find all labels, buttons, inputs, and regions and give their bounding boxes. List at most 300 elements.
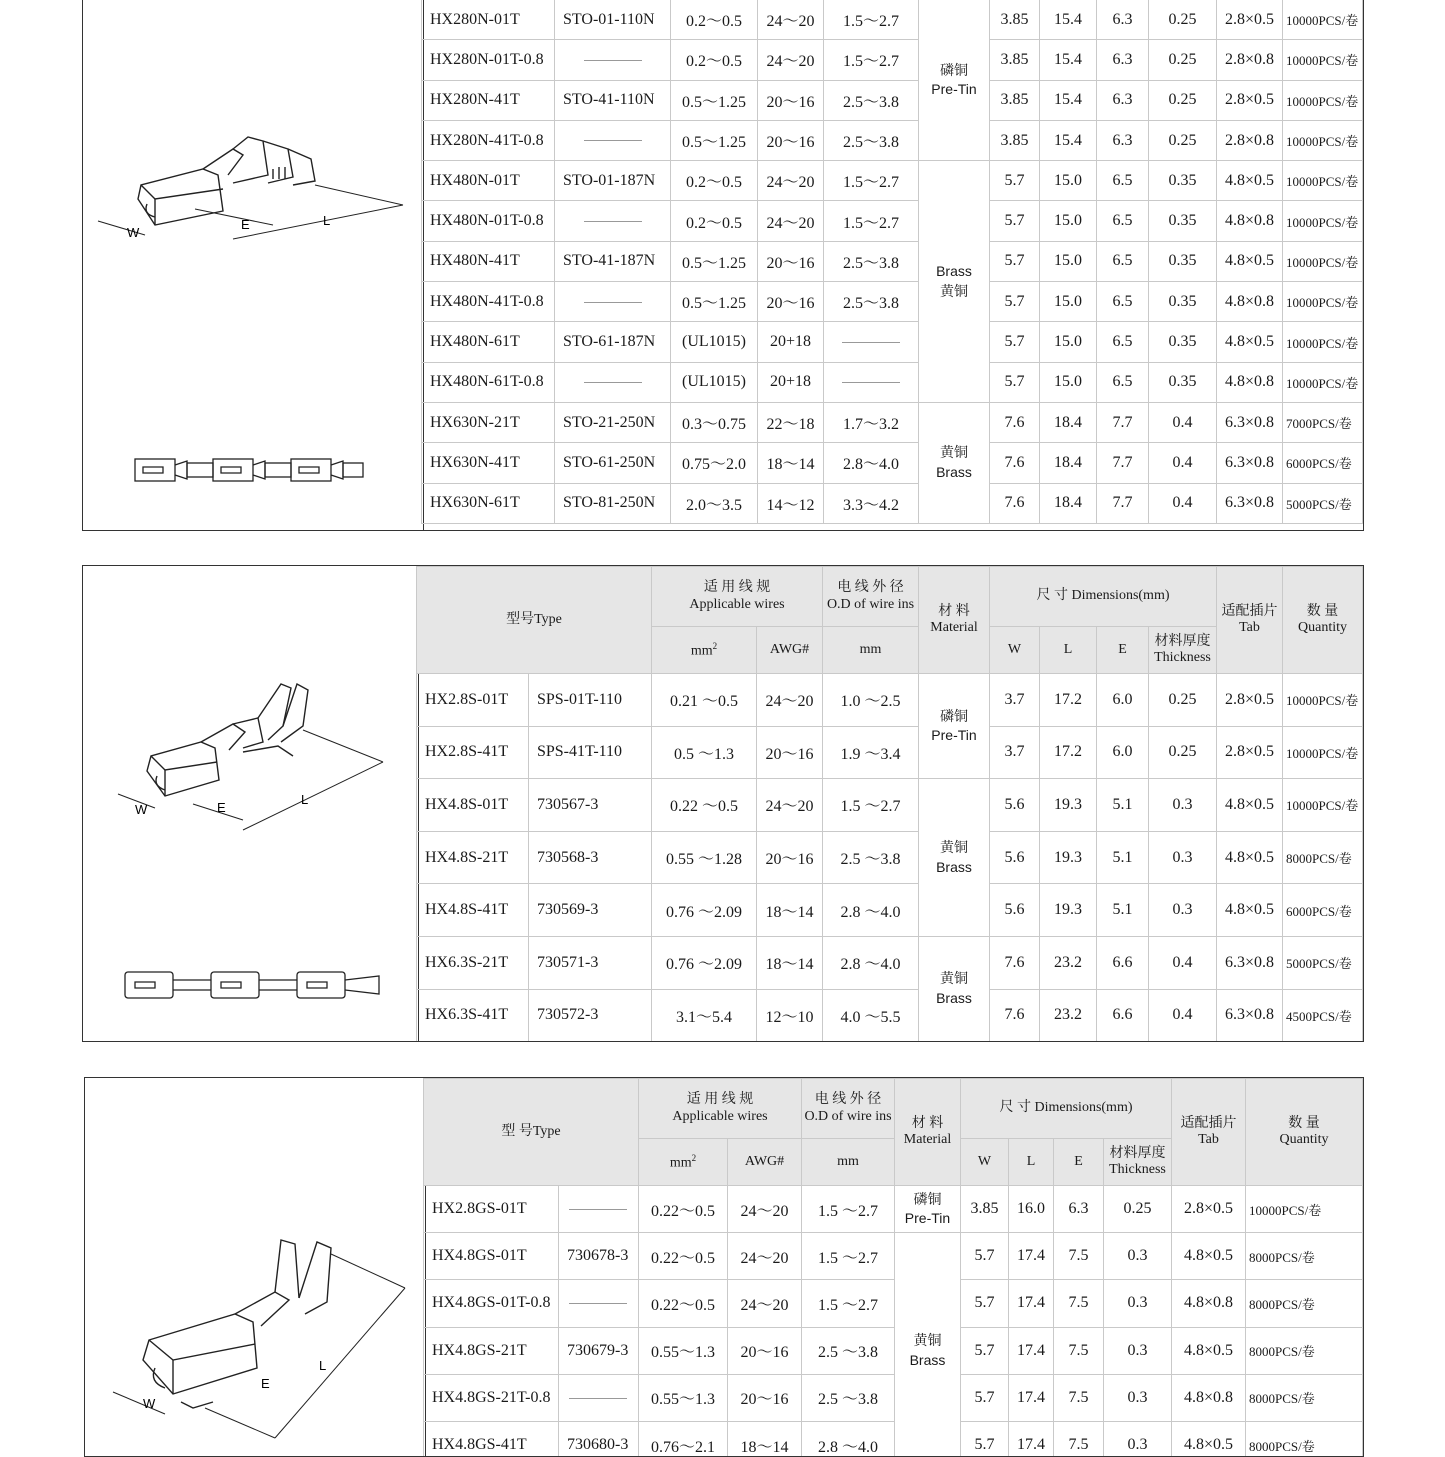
cell-mm2: (UL1015) [671, 362, 758, 402]
header-quantity-cn: 数 量 [1288, 1115, 1320, 1131]
cell-tab: 2.8×0.5 [1217, 80, 1283, 120]
table-row [423, 1186, 1362, 1233]
cell-mm2: 0.2～0.5 [671, 40, 758, 80]
cell-e: 6.5 [1097, 282, 1149, 322]
cell-l: 17.2 [1040, 674, 1097, 727]
cell-model: HX4.8GS-21T-0.8 [423, 1374, 558, 1421]
cell-model: HX630N-61T [422, 483, 555, 523]
header-material-en: Material [903, 1132, 952, 1147]
cell-mm2: 0.5～1.25 [671, 282, 758, 322]
cell-qty: 10000PCS/卷 [1246, 1186, 1363, 1233]
cell-qty: 6000PCS/卷 [1283, 443, 1363, 483]
cell-l: 16.0 [1009, 1186, 1054, 1233]
header-od [823, 567, 919, 627]
cell-mm2: 0.5～1.25 [671, 120, 758, 160]
cell-model: HX4.8GS-01T [423, 1233, 558, 1280]
cell-material [919, 161, 990, 403]
header-mm2: $mm^2$ [639, 1139, 728, 1186]
cell-w: 7.6 [990, 443, 1040, 483]
cell-w: 5.7 [961, 1280, 1009, 1327]
cell-model: HX4.8S-41T [416, 884, 528, 937]
cell-t: 0.25 [1149, 674, 1217, 727]
cell-awg: 20+18 [758, 362, 824, 402]
cell-t: 0.35 [1149, 282, 1217, 322]
cell-alt [558, 1374, 638, 1421]
table-row [416, 831, 1362, 884]
cell-t: 0.35 [1149, 362, 1217, 402]
cell-e: 7.5 [1054, 1374, 1104, 1421]
cell-alt: 730568-3 [528, 831, 651, 884]
cell-w: 5.6 [990, 831, 1040, 884]
material-en: Pre-Tin [931, 727, 977, 744]
cell-l: 18.4 [1040, 443, 1097, 483]
empty-dash [584, 382, 642, 383]
cell-e: 6.5 [1097, 362, 1149, 402]
figure-cell-3 [85, 1078, 426, 1456]
cell-qty: 4500PCS/卷 [1283, 989, 1363, 1042]
cell-w: 3.85 [961, 1186, 1009, 1233]
header-thickness-en: Thickness [1109, 1162, 1166, 1177]
dim-label-w: W [135, 802, 148, 817]
table-row [422, 322, 1363, 362]
cell-awg: 20～16 [757, 831, 823, 884]
terminal-drawing-1 [83, 0, 424, 531]
header-od-cn: 电 线 外 径 [814, 1092, 882, 1108]
cell-l: 17.4 [1009, 1280, 1054, 1327]
cell-t: 0.25 [1149, 80, 1217, 120]
cell-e: 7.5 [1054, 1421, 1104, 1457]
cell-qty: 10000PCS/卷 [1283, 362, 1363, 402]
cell-l: 17.4 [1009, 1421, 1054, 1457]
header-tab-cn: 适配插片 [1180, 1115, 1237, 1131]
cell-qty: 10000PCS/卷 [1283, 80, 1363, 120]
cell-mm2: 0.76～2.1 [639, 1421, 728, 1457]
header-tab [1172, 1079, 1246, 1186]
cell-l: 15.4 [1040, 0, 1097, 40]
cell-l: 17.4 [1009, 1327, 1054, 1374]
cell-od: 2.5 ～3.8 [823, 831, 919, 884]
cell-awg: 24～20 [757, 779, 823, 832]
cell-alt: 730680-3 [558, 1421, 638, 1457]
cell-model: HX280N-01T [422, 0, 555, 40]
cell-tab: 2.8×0.5 [1217, 0, 1283, 40]
cell-e: 6.3 [1097, 40, 1149, 80]
cell-alt [558, 1186, 638, 1233]
cell-model: HX280N-41T-0.8 [422, 120, 555, 160]
cell-model: HX2.8S-41T [416, 726, 528, 779]
cell-model: HX480N-01T [422, 161, 555, 201]
header-dimensions: 尺 寸 Dimensions(mm) [961, 1079, 1172, 1139]
material-cn: 黄铜 [940, 282, 968, 299]
cell-od: 4.0 ～5.5 [823, 989, 919, 1042]
cell-od: 1.5～2.7 [824, 40, 919, 80]
empty-dash [584, 60, 642, 61]
cell-t: 0.4 [1149, 483, 1217, 523]
header-quantity-cn: 数 量 [1306, 603, 1339, 619]
table-row [422, 483, 1363, 523]
cell-e: 6.5 [1097, 322, 1149, 362]
cell-tab: 2.8×0.5 [1217, 726, 1283, 779]
material-cn: 磷铜 [913, 1190, 942, 1207]
cell-tab: 2.8×0.8 [1217, 40, 1283, 80]
header-material-cn: 材 料 [938, 603, 970, 619]
cell-awg: 24～20 [728, 1186, 802, 1233]
cell-alt [555, 40, 671, 80]
cell-w: 5.7 [961, 1233, 1009, 1280]
cell-mm2: 0.5～1.25 [671, 241, 758, 281]
cell-od: 2.8 ～4.0 [802, 1421, 895, 1457]
header-wires-cn: 适 用 线 规 [686, 1092, 754, 1108]
cell-awg: 14～12 [758, 483, 824, 523]
cell-l: 19.3 [1040, 831, 1097, 884]
cell-t: 0.25 [1149, 0, 1217, 40]
material-cn: 黄铜 [913, 1332, 942, 1349]
table-row [422, 282, 1363, 322]
header-e: E [1054, 1139, 1104, 1186]
cell-w: 3.7 [990, 674, 1040, 727]
cell-qty: 10000PCS/卷 [1283, 726, 1363, 779]
terminal-drawing-2 [83, 566, 419, 1042]
cell-tab: 6.3×0.8 [1217, 483, 1283, 523]
cell-qty: 10000PCS/卷 [1283, 322, 1363, 362]
cell-t: 0.3 [1149, 779, 1217, 832]
cell-od: 2.8～4.0 [824, 443, 919, 483]
cell-qty: 8000PCS/卷 [1246, 1327, 1363, 1374]
cell-alt: STO-81-250N [555, 483, 671, 523]
table-row [422, 161, 1363, 201]
table-row [422, 120, 1363, 160]
cell-model: HX480N-01T-0.8 [422, 201, 555, 241]
table-row [416, 674, 1362, 727]
cell-l: 19.3 [1040, 779, 1097, 832]
cell-l: 15.0 [1040, 362, 1097, 402]
cell-e: 7.7 [1097, 402, 1149, 442]
cell-awg: 24～20 [728, 1280, 802, 1327]
header-w: W [990, 627, 1040, 674]
cell-alt [555, 201, 671, 241]
material-cn: 磷铜 [940, 61, 968, 78]
cell-mm2: 0.22～0.5 [639, 1233, 728, 1280]
cell-qty: 7000PCS/卷 [1283, 402, 1363, 442]
cell-l: 23.2 [1040, 989, 1097, 1042]
cell-model: HX630N-21T [422, 402, 555, 442]
cell-l: 15.0 [1040, 161, 1097, 201]
cell-e: 6.3 [1097, 120, 1149, 160]
header-tab [1217, 567, 1283, 674]
cell-tab: 4.8×0.5 [1172, 1327, 1246, 1374]
header-quantity [1246, 1079, 1363, 1186]
cell-model: HX480N-41T [422, 241, 555, 281]
empty-dash [569, 1398, 627, 1399]
cell-e: 6.3 [1054, 1186, 1104, 1233]
cell-od: 1.5 ～2.7 [823, 779, 919, 832]
material-en: Pre-Tin [931, 81, 977, 98]
cell-model: HX6.3S-41T [416, 989, 528, 1042]
cell-qty: 10000PCS/卷 [1283, 161, 1363, 201]
cell-l: 15.0 [1040, 322, 1097, 362]
material-en: Brass [936, 990, 972, 1007]
cell-model: HX480N-61T [422, 322, 555, 362]
cell-w: 3.85 [990, 40, 1040, 80]
cell-w: 3.85 [990, 80, 1040, 120]
cell-od: 1.5～2.7 [824, 201, 919, 241]
header-od-en: O.D of wire ins [804, 1108, 892, 1124]
cell-model: HX4.8S-21T [416, 831, 528, 884]
cell-alt: 730572-3 [528, 989, 651, 1042]
cell-awg: 20～16 [758, 120, 824, 160]
cell-awg: 20～16 [758, 282, 824, 322]
cell-qty: 8000PCS/卷 [1246, 1280, 1363, 1327]
cell-model: HX4.8GS-41T [423, 1421, 558, 1457]
cell-t: 0.35 [1149, 161, 1217, 201]
cell-tab: 2.8×0.5 [1217, 674, 1283, 727]
cell-e: 7.5 [1054, 1327, 1104, 1374]
header-thickness-en: Thickness [1154, 650, 1211, 665]
cell-od: 2.5 ～3.8 [802, 1374, 895, 1421]
cell-t: 0.25 [1149, 726, 1217, 779]
cell-mm2: (UL1015) [671, 322, 758, 362]
cell-awg: 18～14 [758, 443, 824, 483]
header-e: E [1097, 627, 1149, 674]
cell-alt: SPS-01T-110 [528, 674, 651, 727]
cell-e: 6.5 [1097, 201, 1149, 241]
header-thickness [1149, 627, 1217, 674]
cell-w: 7.6 [990, 936, 1040, 989]
header-mm2-text: mm [690, 643, 713, 659]
cell-alt [555, 362, 671, 402]
cell-model: HX2.8GS-01T [423, 1186, 558, 1233]
cell-od: 3.3～4.2 [824, 483, 919, 523]
terminal-strip-1 [135, 459, 363, 481]
cell-od: 1.9 ～3.4 [823, 726, 919, 779]
cell-e: 5.1 [1097, 779, 1149, 832]
cell-t: 0.35 [1149, 241, 1217, 281]
header-wires [652, 567, 823, 627]
cell-awg: 24～20 [728, 1233, 802, 1280]
cell-tab: 4.8×0.5 [1217, 831, 1283, 884]
cell-qty: 10000PCS/卷 [1283, 0, 1363, 40]
cell-w: 5.6 [990, 884, 1040, 937]
cell-tab: 6.3×0.8 [1217, 402, 1283, 442]
table-row [423, 1327, 1362, 1374]
cell-qty: 8000PCS/卷 [1283, 831, 1363, 884]
cell-qty: 10000PCS/卷 [1283, 282, 1363, 322]
cell-t: 0.3 [1104, 1327, 1172, 1374]
cell-mm2: 0.76 ～2.09 [652, 884, 757, 937]
cell-w: 5.7 [990, 161, 1040, 201]
header-type: 型号Type [416, 567, 651, 674]
cell-awg: 24～20 [758, 201, 824, 241]
cell-tab: 4.8×0.5 [1172, 1233, 1246, 1280]
cell-awg: 22～18 [758, 402, 824, 442]
cell-e: 7.7 [1097, 443, 1149, 483]
cell-l: 17.2 [1040, 726, 1097, 779]
cell-w: 7.6 [990, 483, 1040, 523]
cell-t: 0.35 [1149, 201, 1217, 241]
cell-material [895, 1233, 961, 1457]
terminal-strip-2 [125, 972, 379, 998]
cell-l: 17.4 [1009, 1233, 1054, 1280]
cell-t: 0.3 [1104, 1374, 1172, 1421]
dim-label-l: L [323, 213, 331, 228]
cell-l: 15.4 [1040, 40, 1097, 80]
dim-label-l: L [301, 792, 309, 807]
cell-mm2: 0.2～0.5 [671, 0, 758, 40]
cell-e: 6.3 [1097, 0, 1149, 40]
header-od [802, 1079, 895, 1139]
cell-model: HX6.3S-21T [416, 936, 528, 989]
cell-tab: 4.8×0.8 [1172, 1374, 1246, 1421]
header-thickness-cn: 材料厚度 [1109, 1145, 1166, 1161]
header-mm: mm [823, 627, 919, 674]
cell-tab: 4.8×0.5 [1172, 1421, 1246, 1457]
empty-dash [584, 302, 642, 303]
header-quantity [1283, 567, 1363, 674]
cell-od: 1.7～3.2 [824, 402, 919, 442]
cell-e: 6.6 [1097, 936, 1149, 989]
dim-label-e: E [217, 800, 226, 815]
cell-awg: 20～16 [757, 726, 823, 779]
material-cn: 黄铜 [940, 970, 968, 987]
cell-mm2: 0.2～0.5 [671, 201, 758, 241]
table-row [422, 241, 1363, 281]
cell-alt: SPS-41T-110 [528, 726, 651, 779]
cell-alt [558, 1280, 638, 1327]
cell-mm2: 2.0～3.5 [671, 483, 758, 523]
cell-od: 1.5 ～2.7 [802, 1186, 895, 1233]
table-row [416, 936, 1362, 989]
cell-od: 1.5 ～2.7 [802, 1233, 895, 1280]
cell-mm2: 0.21 ～0.5 [652, 674, 757, 727]
table-row [422, 201, 1363, 241]
cell-l: 18.4 [1040, 483, 1097, 523]
cell-od [824, 362, 919, 402]
cell-model: HX480N-61T-0.8 [422, 362, 555, 402]
cell-od: 1.5～2.7 [824, 161, 919, 201]
cell-mm2: 0.22～0.5 [639, 1186, 728, 1233]
cell-l: 19.3 [1040, 884, 1097, 937]
cell-l: 15.0 [1040, 201, 1097, 241]
material-cn: 磷铜 [940, 707, 968, 724]
cell-w: 5.7 [990, 201, 1040, 241]
cell-t: 0.35 [1149, 322, 1217, 362]
cell-qty: 6000PCS/卷 [1283, 884, 1363, 937]
cell-awg: 24～20 [757, 674, 823, 727]
cell-t: 0.3 [1149, 884, 1217, 937]
cell-od: 1.5～2.7 [824, 0, 919, 40]
cell-od: 2.5～3.8 [824, 282, 919, 322]
cell-awg: 18～14 [728, 1421, 802, 1457]
figure-cell-2 [83, 566, 419, 1041]
cell-od: 2.8 ～4.0 [823, 884, 919, 937]
cell-alt: 730678-3 [558, 1233, 638, 1280]
cell-material [919, 402, 990, 523]
cell-awg: 24～20 [758, 0, 824, 40]
cell-alt: 730571-3 [528, 936, 651, 989]
cell-alt [555, 282, 671, 322]
table-row [416, 884, 1362, 937]
cell-e: 5.1 [1097, 831, 1149, 884]
empty-dash [584, 140, 642, 141]
table-row [423, 1280, 1362, 1327]
material-cn: 黄铜 [940, 838, 968, 855]
table-row [422, 443, 1363, 483]
header-mm2: $mm^2$ [652, 627, 757, 674]
table-row [423, 1421, 1362, 1457]
cell-model: HX630N-41T [422, 443, 555, 483]
header-l: L [1009, 1139, 1054, 1186]
empty-dash [842, 342, 900, 343]
table-row [423, 1233, 1362, 1280]
cell-qty: 10000PCS/卷 [1283, 40, 1363, 80]
cell-w: 5.6 [990, 779, 1040, 832]
cell-model: HX4.8GS-01T-0.8 [423, 1280, 558, 1327]
header-awg: AWG# [728, 1139, 802, 1186]
cell-mm2: 0.5 ～1.3 [652, 726, 757, 779]
cell-alt: STO-41-187N [555, 241, 671, 281]
cell-material [919, 779, 990, 937]
spec-table-2 [416, 566, 1363, 1042]
terminal-drawing-3 [85, 1078, 426, 1457]
cell-model: HX280N-41T [422, 80, 555, 120]
cell-e: 7.5 [1054, 1280, 1104, 1327]
spec-table-3 [423, 1078, 1363, 1457]
cell-material [919, 936, 990, 1041]
header-wires-cn: 适 用 线 规 [703, 580, 771, 596]
material-en: Brass [936, 858, 972, 875]
material-en: Brass [936, 262, 972, 279]
cell-w: 7.6 [990, 402, 1040, 442]
cell-material [895, 1186, 961, 1233]
cell-alt: 730567-3 [528, 779, 651, 832]
header-mm2-text: mm [669, 1155, 692, 1171]
cell-t: 0.3 [1104, 1233, 1172, 1280]
cell-qty: 5000PCS/卷 [1283, 936, 1363, 989]
cell-tab: 6.3×0.8 [1217, 936, 1283, 989]
cell-awg: 20～16 [758, 241, 824, 281]
cell-mm2: 0.2～0.5 [671, 161, 758, 201]
cell-mm2: 0.55～1.3 [639, 1327, 728, 1374]
cell-tab: 6.3×0.8 [1217, 443, 1283, 483]
header-awg: AWG# [757, 627, 823, 674]
header-wires [639, 1079, 802, 1139]
cell-tab: 4.8×0.8 [1217, 282, 1283, 322]
header-mm: mm [802, 1139, 895, 1186]
cell-e: 6.6 [1097, 989, 1149, 1042]
cell-awg: 18～14 [757, 936, 823, 989]
cell-alt: STO-01-187N [555, 161, 671, 201]
cell-w: 3.85 [990, 120, 1040, 160]
cell-mm2: 0.75～2.0 [671, 443, 758, 483]
header-l: L [1040, 627, 1097, 674]
header-type: 型 号Type [423, 1079, 638, 1186]
cell-tab: 2.8×0.5 [1172, 1186, 1246, 1233]
cell-t: 0.3 [1104, 1421, 1172, 1457]
header-material-en: Material [930, 620, 978, 635]
cell-e: 6.5 [1097, 241, 1149, 281]
dim-label-l: L [319, 1358, 327, 1373]
cell-t: 0.25 [1104, 1186, 1172, 1233]
header-dimensions: 尺 寸 Dimensions(mm) [990, 567, 1217, 627]
spec-panel-2 [82, 565, 1364, 1042]
cell-od: 2.5～3.8 [824, 241, 919, 281]
cell-l: 15.0 [1040, 241, 1097, 281]
cell-tab: 4.8×0.8 [1217, 362, 1283, 402]
table-row [422, 402, 1363, 442]
material-en: Brass [909, 1351, 946, 1368]
cell-model: HX280N-01T-0.8 [422, 40, 555, 80]
cell-tab: 4.8×0.8 [1217, 201, 1283, 241]
